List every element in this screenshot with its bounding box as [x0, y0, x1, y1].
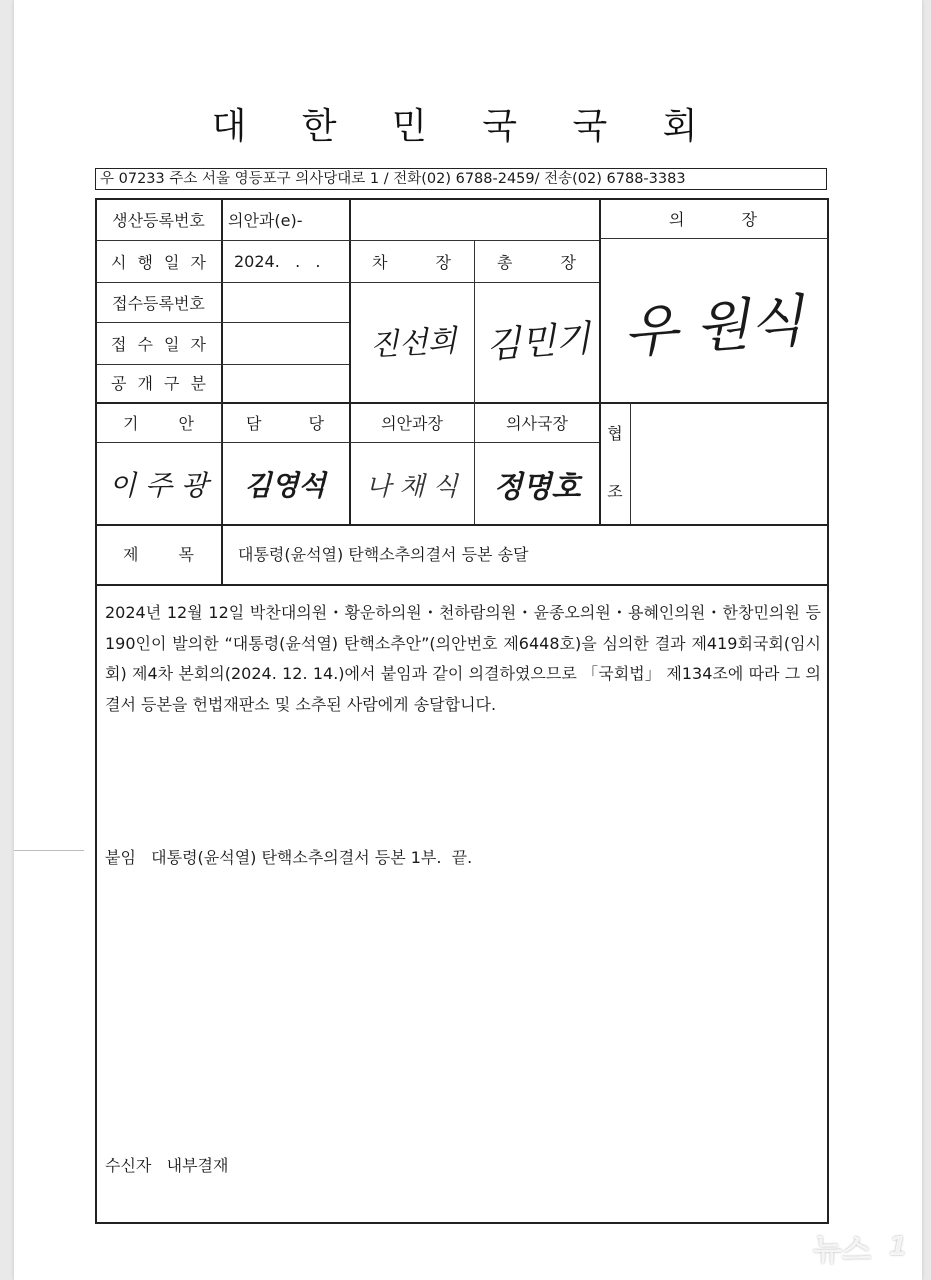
reg-no-label: 생산등록번호: [112, 210, 205, 230]
recipient-line: 수신자 내부결재: [105, 1156, 229, 1175]
speaker-signature: 우 원식: [621, 288, 806, 367]
cooperation-label-1: 협: [607, 423, 623, 443]
attachment-line: 붙임 대통령(윤석열) 탄핵소추의결서 등본 1부. 끝.: [105, 848, 473, 867]
document-title: 대 한 민 국 국 회: [211, 106, 720, 147]
reg-no-value: 의안과(e)-: [228, 210, 303, 230]
drafter-signature: 이 주 광: [109, 469, 208, 502]
bill-division-head-label: 의안과장: [381, 413, 443, 433]
news-watermark: [813, 1224, 921, 1270]
receipt-reg-label: 접수등록번호: [112, 293, 205, 313]
vice-chair-label: 차 장: [372, 252, 451, 272]
receipt-date-label: 접 수 일 자: [111, 334, 206, 354]
in-charge-label: 담 당: [246, 413, 324, 433]
drafter-label: 기 안: [123, 413, 194, 433]
secretary-general-signature: 김민기: [484, 317, 592, 367]
address-line: 우 07233 주소 서울 영등포구 의사당대로 1 / 전화(02) 6788-2459/ 전송(02) 6788-3383: [95, 168, 827, 190]
legislative-director-label: 의사국장: [506, 413, 568, 433]
watermark-logo-icon: 1: [875, 1224, 921, 1270]
vice-chair-signature: 진선희: [368, 323, 458, 364]
stray-mark: [14, 850, 84, 851]
speaker-label: 의 장: [669, 209, 757, 229]
body-paragraph: 2024년 12월 12일 박찬대의원・황운하의원・천하람의원・윤종오의원・용혜인의원・한창민의원 등 190인이 발의한 “대통령(윤석열) 탄핵소추안”(의안번호 제6448호)을 심의한 결과 제419회국회(임시회) 제4차 본회의(2024. 12. 14.)에서 붙임과 같이 의결하였으므로 「국회법」 제134조에 따라 그 의결서 등본을 헌법재판소 및 소추된 사람에게 송달합니다.: [105, 603, 821, 714]
effective-date-label: 시 행 일 자: [111, 252, 206, 272]
cooperation-label-2: 조: [607, 481, 623, 501]
watermark-text: 뉴스: [813, 1233, 871, 1268]
legislative-director-signature: 정명호: [493, 470, 581, 505]
subject-value: 대통령(윤석열) 탄핵소추의결서 등본 송달: [238, 544, 529, 564]
effective-date-value: 2024. . .: [234, 251, 321, 271]
subject-label: 제 목: [123, 544, 194, 564]
disclosure-label: 공 개 구 분: [111, 373, 206, 393]
in-charge-signature: 김영석: [244, 469, 326, 502]
bill-division-head-signature: 나 채 식: [366, 471, 458, 502]
secretary-general-label: 총 장: [497, 252, 576, 272]
